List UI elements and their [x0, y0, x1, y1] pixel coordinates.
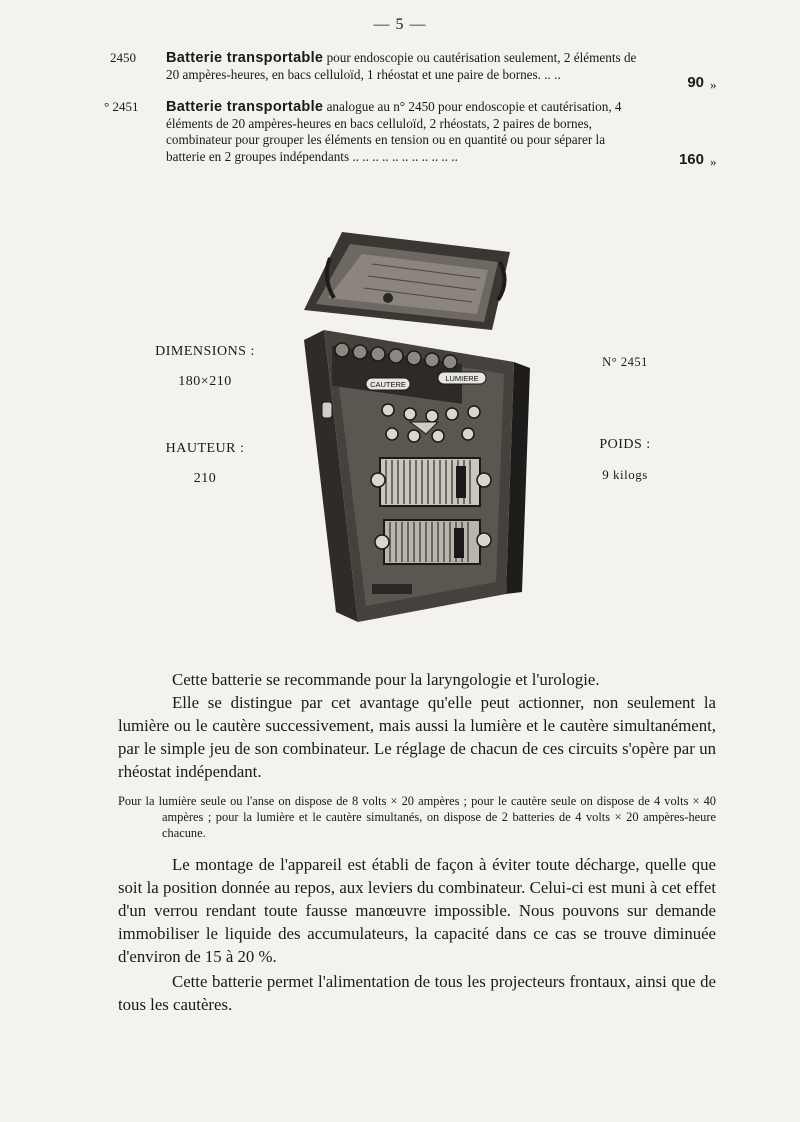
page-number: — 5 —	[373, 16, 427, 33]
entry-reference: ° 2451	[104, 99, 139, 114]
model-number: N° 2451	[602, 355, 648, 369]
paragraph-advantage: Elle se distingue par cet avantage qu'elle peut actionner, non seulement la lumière ou le cautère successivement, mais aussi la lumière et le cautère simultanément, par le simple jeu de son combinateur. Le réglage de chacun de ces circuits s'opère par un rhéostat indépendant.	[118, 693, 716, 781]
entry-price-mark: »	[710, 77, 717, 92]
entry-name: Batterie transportable	[166, 99, 324, 115]
technical-note	[118, 793, 716, 841]
battery-illustration	[292, 222, 542, 622]
entry-desc: pour endoscopie ou cautérisation seulement, 2 éléments de 20 ampères-heures, en bacs celluloïd, 1 rhéostat et une paire de bornes. .. ..	[166, 50, 637, 82]
poids-value: 9 kilogs	[602, 467, 648, 482]
entry-name: Batterie transportable	[166, 50, 324, 66]
paragraph-montage: Le montage de l'appareil est établi de façon à éviter toute décharge, quelle que soit la position donnée au repos, aux leviers du combinateur. Celui-ci est muni à cet effet d'un verrou rendant toute fausse manœuvre impossible. Nous pouvons sur demande immobiliser le liquide des accumulateurs, la capacité dans ce cas se trouve diminuée d'environ de 15 à 20 %.	[118, 855, 716, 966]
entry-description	[166, 99, 646, 165]
dimensions-label: DIMENSIONS :	[155, 344, 255, 359]
note-text: Pour la lumière seule ou l'anse on dispose de 8 volts × 20 ampères ; pour le cautère seule on dispose de 4 volts × 40 ampères ; pour la lumière et le cautère simultanés, on dispose de 2 batteries de 4 volts × 20 ampères-heure chacune.	[118, 794, 716, 840]
catalog-entry-2450	[110, 50, 720, 90]
body-paragraphs-2	[118, 853, 716, 968]
entry-price: 160	[678, 151, 704, 168]
paragraph-usage: Cette batterie se recommande pour la laryngologie et l'urologie.	[172, 670, 600, 689]
lumiere-plate: LUMIERE	[445, 374, 479, 383]
entry-price: 90	[687, 74, 704, 91]
dimensions-value: 180×210	[178, 374, 232, 389]
cautere-plate: CAUTERE	[370, 380, 406, 389]
entry-desc: analogue au n° 2450 pour endoscopie et cautérisation, 4 éléments de 20 ampères-heures en bacs celluloïd, 2 rhéostats, 2 paires de bornes, combinateur pour grouper les éléments en tension ou en quantité ou pour séparer la batterie en 2 groupes indépendants .. .. .. .. .. .. .. .. .. .. ..	[166, 99, 622, 164]
body-paragraphs-1	[118, 668, 716, 783]
entry-price-mark: »	[710, 154, 717, 169]
entry-reference: 2450	[110, 50, 136, 65]
catalog-entry-2451	[104, 99, 720, 169]
paragraph-projecteurs: Cette batterie permet l'alimentation de tous les projecteurs frontaux, ainsi que de tous les cautères.	[118, 972, 716, 1014]
entry-description	[166, 50, 646, 83]
body-paragraphs-3	[118, 970, 716, 1016]
hauteur-value: 210	[193, 471, 217, 486]
hauteur-label: HAUTEUR :	[165, 441, 245, 456]
poids-label: POIDS :	[599, 437, 651, 452]
